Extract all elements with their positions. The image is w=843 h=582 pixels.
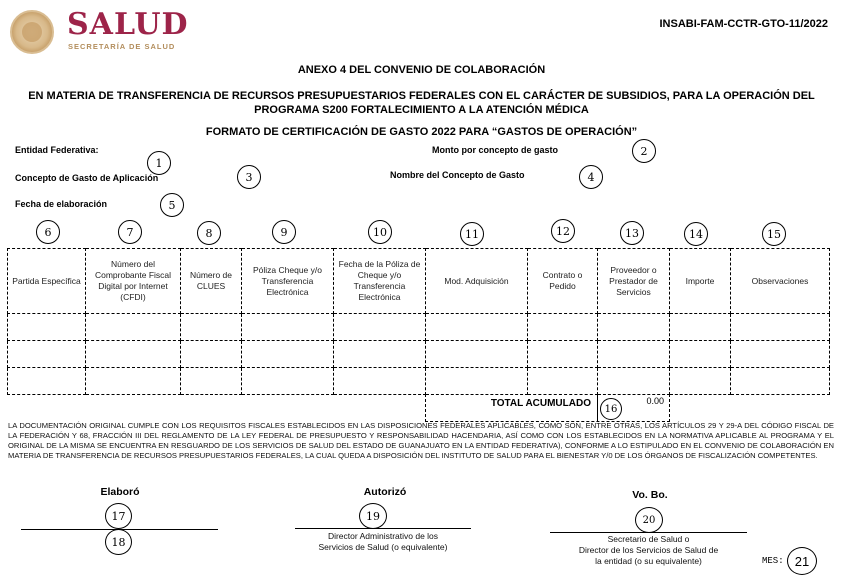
table-cell[interactable] <box>528 341 598 368</box>
header-poliza: Póliza Cheque y/o Transferencia Electrónica <box>242 249 334 314</box>
table-cell[interactable] <box>426 368 528 395</box>
marker-7: 7 <box>118 220 142 244</box>
annex-title: ANEXO 4 DEL CONVENIO DE COLABORACIÓN <box>297 64 546 76</box>
month-label: MES: <box>762 556 784 566</box>
header-mod-adquisicion: Mod. Adquisición <box>426 249 528 314</box>
table-cell[interactable] <box>426 314 528 341</box>
marker-13: 13 <box>620 221 644 245</box>
marker-4: 4 <box>579 165 603 189</box>
table-cell[interactable] <box>242 314 334 341</box>
vobo-role-line-3: la entidad (o su equivalente) <box>595 556 702 566</box>
table-cell[interactable] <box>86 368 181 395</box>
header-contrato: Contrato o Pedido <box>528 249 598 314</box>
elaboro-title: Elaboró <box>100 486 140 498</box>
table-cell[interactable] <box>181 341 242 368</box>
marker-5: 5 <box>160 193 184 217</box>
table-cell[interactable] <box>731 368 830 395</box>
subject-title <box>0 89 843 117</box>
table-cell[interactable] <box>86 314 181 341</box>
marker-12: 12 <box>551 219 575 243</box>
marker-9: 9 <box>272 220 296 244</box>
mexico-coat-of-arms-icon <box>10 10 54 54</box>
entidad-label: Entidad Federativa: <box>15 145 99 155</box>
table-cell[interactable] <box>426 341 528 368</box>
table-cell[interactable] <box>731 314 830 341</box>
table-cell[interactable] <box>334 341 426 368</box>
header-clues: Número de CLUES <box>181 249 242 314</box>
nombre-concepto-label: Nombre del Concepto de Gasto <box>390 170 525 180</box>
vobo-role <box>545 534 752 567</box>
marker-2: 2 <box>632 139 656 163</box>
header-proveedor: Proveedor o Prestador de Servicios <box>598 249 670 314</box>
table-cell[interactable] <box>86 341 181 368</box>
marker-18: 18 <box>105 529 132 555</box>
table-cell[interactable] <box>242 368 334 395</box>
subject-line-2: PROGRAMA S200 FORTALECIMIENTO A LA ATENCIÓN MÉDICA <box>254 104 589 116</box>
header-observaciones: Observaciones <box>731 249 830 314</box>
marker-8: 8 <box>197 221 221 245</box>
vobo-signature-line <box>550 532 747 533</box>
monto-label: Monto por concepto de gasto <box>432 145 558 155</box>
header-partida: Partida Específica <box>8 249 86 314</box>
header-importe: Importe <box>670 249 731 314</box>
document-code: INSABI-FAM-CCTR-GTO-11/2022 <box>659 18 828 30</box>
table-cell[interactable] <box>670 314 731 341</box>
table-cell[interactable] <box>8 341 86 368</box>
brand-logo: SALUD <box>67 7 189 42</box>
marker-10: 10 <box>368 220 392 244</box>
table-row <box>8 341 830 368</box>
legal-statement: LA DOCUMENTACIÓN ORIGINAL CUMPLE CON LOS REQUISITOS FISCALES ESTABLECIDOS EN LAS DISPOSICIONES FEDERALES APLICABLES, COMO SON, ENTRE OTRAS, LOS ARTÍCULOS 29 Y 29-A DEL CÓDIGO FISCAL DE LA FEDERACIÓN Y 68, FRACCIÓN III DEL REGLAMENTO DE LA LEY FEDERAL DE PRESUPUESTO Y RESPONSABILIDAD HACENDARIA, ASÍ COMO CON LOS ESTABLECIDOS EN LA NORMATIVA APLICABLE AL PROGRAMA Y EL ORIGINAL DE LA MISMA SE ENCUENTRA EN RESGUARDO DE LOS SERVICIOS DE SALUD DEL ESTADO DE GUANAJUATO EN LA ENTIDAD FEDERATIVA), CONFORME A LO ESTIPULADO EN EL CONVENIO DE COLABORACIÓN EN MATERIA DE TRANSFERENCIA DE RECURSOS PRESUPUESTARIOS FEDERALES, LA CUAL QUEDA A DISPOSICIÓN DEL INSTITUTO DE SALUD PARA EL BIENESTAR Y/0 DE LOS ÓRGANOS DE FISCALIZACIÓN COMPETENTES. <box>8 421 834 460</box>
table-cell[interactable] <box>334 368 426 395</box>
autorizo-role-line-2: Servicios de Salud (o equivalente) <box>318 542 448 552</box>
vobo-role-line-1: Secretario de Salud o <box>607 534 690 544</box>
vobo-title: Vo. Bo. <box>632 489 668 501</box>
marker-3: 3 <box>237 165 261 189</box>
table-cell[interactable] <box>242 341 334 368</box>
marker-6: 6 <box>36 220 60 244</box>
table-cell[interactable] <box>528 314 598 341</box>
table-cell[interactable] <box>334 314 426 341</box>
marker-21: 21 <box>787 547 817 575</box>
fecha-label: Fecha de elaboración <box>15 199 108 209</box>
marker-11: 11 <box>460 222 484 246</box>
table-cell[interactable] <box>731 341 830 368</box>
table-cell[interactable] <box>8 314 86 341</box>
table-cell[interactable] <box>598 341 670 368</box>
table-cell[interactable] <box>8 368 86 395</box>
autorizo-title: Autorizó <box>363 486 407 498</box>
subject-line-1: EN MATERIA DE TRANSFERENCIA DE RECURSOS PRESUPUESTARIOS FEDERALES CON EL CARÁCTER DE SUBSIDIOS, PARA LA OPERACIÓN DEL <box>28 90 815 102</box>
table-row <box>8 368 830 395</box>
table-cell[interactable] <box>598 368 670 395</box>
marker-16: 16 <box>600 398 622 420</box>
marker-1: 1 <box>147 151 171 175</box>
expense-table <box>7 248 830 395</box>
vobo-role-line-2: Director de los Servicios de Salud de <box>578 545 719 555</box>
table-cell[interactable] <box>670 368 731 395</box>
brand-subtitle: SECRETARÍA DE SALUD <box>68 42 176 51</box>
table-cell[interactable] <box>181 368 242 395</box>
table-header-row <box>8 249 830 314</box>
marker-17: 17 <box>105 503 132 529</box>
table-cell[interactable] <box>670 341 731 368</box>
table-row <box>8 314 830 341</box>
autorizo-role-line-1: Director Administrativo de los <box>327 531 439 541</box>
total-value: 0.00 <box>646 396 664 406</box>
table-cell[interactable] <box>598 314 670 341</box>
total-label: TOTAL ACUMULADO <box>490 398 591 409</box>
header-fecha-poliza: Fecha de la Póliza de Cheque y/o Transferencia Electrónica <box>334 249 426 314</box>
marker-15: 15 <box>762 222 786 246</box>
marker-19: 19 <box>359 503 387 529</box>
marker-14: 14 <box>684 222 708 246</box>
concepto-label: Concepto de Gasto de Aplicación <box>15 173 159 183</box>
header-cfdi: Número del Comprobante Fiscal Digital por Internet (CFDI) <box>86 249 181 314</box>
marker-20: 20 <box>635 507 663 533</box>
autorizo-role <box>290 531 476 553</box>
autorizo-signature-line <box>295 528 471 529</box>
table-cell[interactable] <box>528 368 598 395</box>
table-cell[interactable] <box>181 314 242 341</box>
total-divider <box>597 394 598 422</box>
format-title: FORMATO DE CERTIFICACIÓN DE GASTO 2022 PARA “GASTOS DE OPERACIÓN” <box>205 126 638 138</box>
